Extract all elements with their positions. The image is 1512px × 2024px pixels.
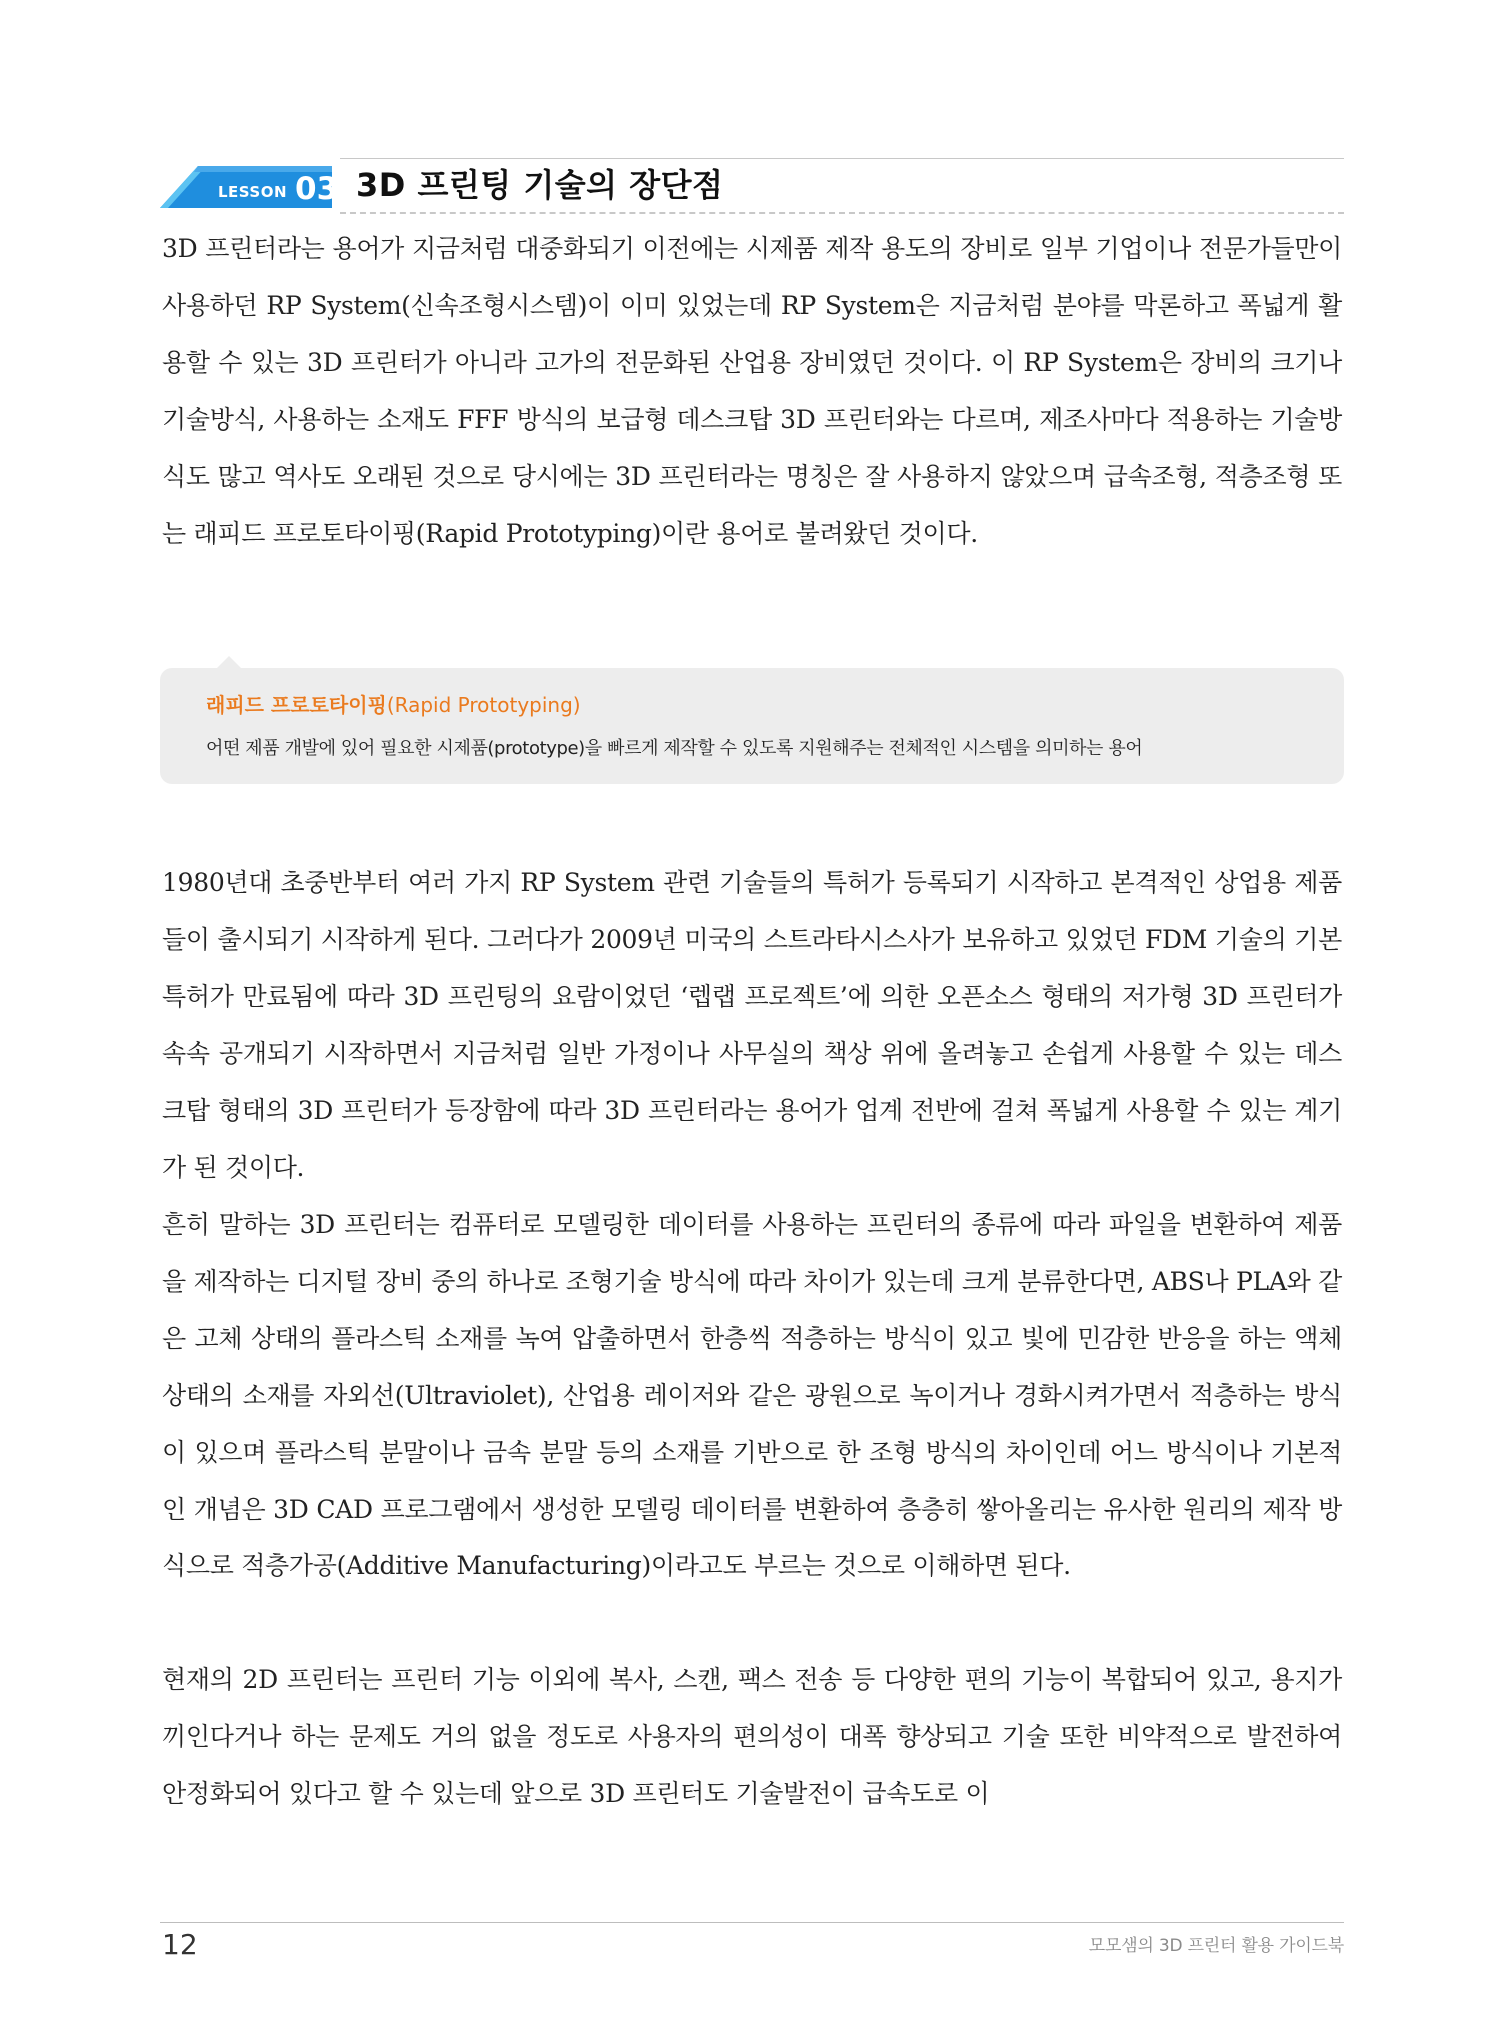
- header-rule-bottom: [340, 212, 1344, 214]
- definition-term-en: (Rapid Prototyping): [386, 693, 581, 717]
- lesson-number: 03: [295, 171, 339, 207]
- definition-box: [160, 668, 1344, 784]
- lesson-badge: [160, 164, 339, 208]
- header-rule-top: [340, 158, 1344, 159]
- lesson-header: [160, 158, 1344, 214]
- page-number: 12: [162, 1928, 198, 1961]
- definition-term-ko: 래피드 프로토타이핑: [206, 693, 387, 717]
- paragraph-1: 3D 프린터라는 용어가 지금처럼 대중화되기 이전에는 시제품 제작 용도의 장비로 일부 기업이나 전문가들만이 사용하던 RP System(신속조형시스템)이 이미 있었는데 RP System은 지금처럼 분야를 막론하고 폭넓게 활용할 수 있는 3D 프린터가 아니라 고가의 전문화된 산업용 장비였던 것이다. 이 RP System은 장비의 크기나 기술방식, 사용하는 소재도 FFF 방식의 보급형 데스크탑 3D 프린터와는 다르며, 제조사마다 적용하는 기술방식도 많고 역사도 오래된 것으로 당시에는 3D 프린터라는 명칭은 잘 사용하지 않았으며 급속조형, 적층조형 또는 래피드 프로토타이핑(Rapid Prototyping)이란 용어로 불려왔던 것이다.: [162, 234, 1342, 548]
- book-title: 모모샘의 3D 프린터 활용 가이드북: [1088, 1936, 1344, 1956]
- definition-description: 어떤 제품 개발에 있어 필요한 시제품(prototype)을 빠르게 제작할 수 있도록 지원해주는 전체적인 시스템을 의미하는 용어: [206, 738, 1143, 759]
- page-title: 3D 프린팅 기술의 장단점: [356, 166, 724, 204]
- paragraph-4: 현재의 2D 프린터는 프린터 기능 이외에 복사, 스캔, 팩스 전송 등 다양한 편의 기능이 복합되어 있고, 용지가 끼인다거나 하는 문제도 거의 없을 정도로 사용자의 편의성이 대폭 향상되고 기술 또한 비약적으로 발전하여 안정화되어 있다고 할 수 있는데 앞으로 3D 프린터도 기술발전이 급속도로 이: [162, 1665, 1343, 1808]
- footer-rule: [160, 1922, 1344, 1923]
- definition-term: [206, 692, 581, 718]
- paragraph-3: 흔히 말하는 3D 프린터는 컴퓨터로 모델링한 데이터를 사용하는 프린터의 종류에 따라 파일을 변환하여 제품을 제작하는 디지털 장비 중의 하나로 조형기술 방식에 따라 차이가 있는데 크게 분류한다면, ABS나 PLA와 같은 고체 상태의 플라스틱 소재를 녹여 압출하면서 한층씩 적층하는 방식이 있고 빛에 민감한 반응을 하는 액체 상태의 소재를 자외선(Ultraviolet), 산업용 레이저와 같은 광원으로 녹이거나 경화시켜가면서 적층하는 방식이 있으며 플라스틱 분말이나 금속 분말 등의 소재를 기반으로 한 조형 방식의 차이인데 어느 방식이나 기본적인 개념은 3D CAD 프로그램에서 생성한 모델링 데이터를 변환하여 층층히 쌓아올리는 유사한 원리의 제작 방식으로 적층가공(Additive Manufacturing)이라고도 부르는 것으로 이해하면 된다.: [162, 1210, 1342, 1581]
- paragraph-2: 1980년대 초중반부터 여러 가지 RP System 관련 기술들의 특허가 등록되기 시작하고 본격적인 상업용 제품들이 출시되기 시작하게 된다. 그러다가 2009년 미국의 스트라타시스사가 보유하고 있었던 FDM 기술의 기본 특허가 만료됨에 따라 3D 프린팅의 요람이었던 ‘렙랩 프로젝트’에 의한 오픈소스 형태의 저가형 3D 프린터가 속속 공개되기 시작하면서 지금처럼 일반 가정이나 사무실의 책상 위에 올려놓고 손쉽게 사용할 수 있는 데스크탑 형태의 3D 프린터가 등장함에 따라 3D 프린터라는 용어가 업계 전반에 걸쳐 폭넓게 사용할 수 있는 계기가 된 것이다.: [162, 868, 1342, 1182]
- lesson-word: LESSON: [218, 183, 288, 201]
- definition-box-notch: [216, 656, 242, 669]
